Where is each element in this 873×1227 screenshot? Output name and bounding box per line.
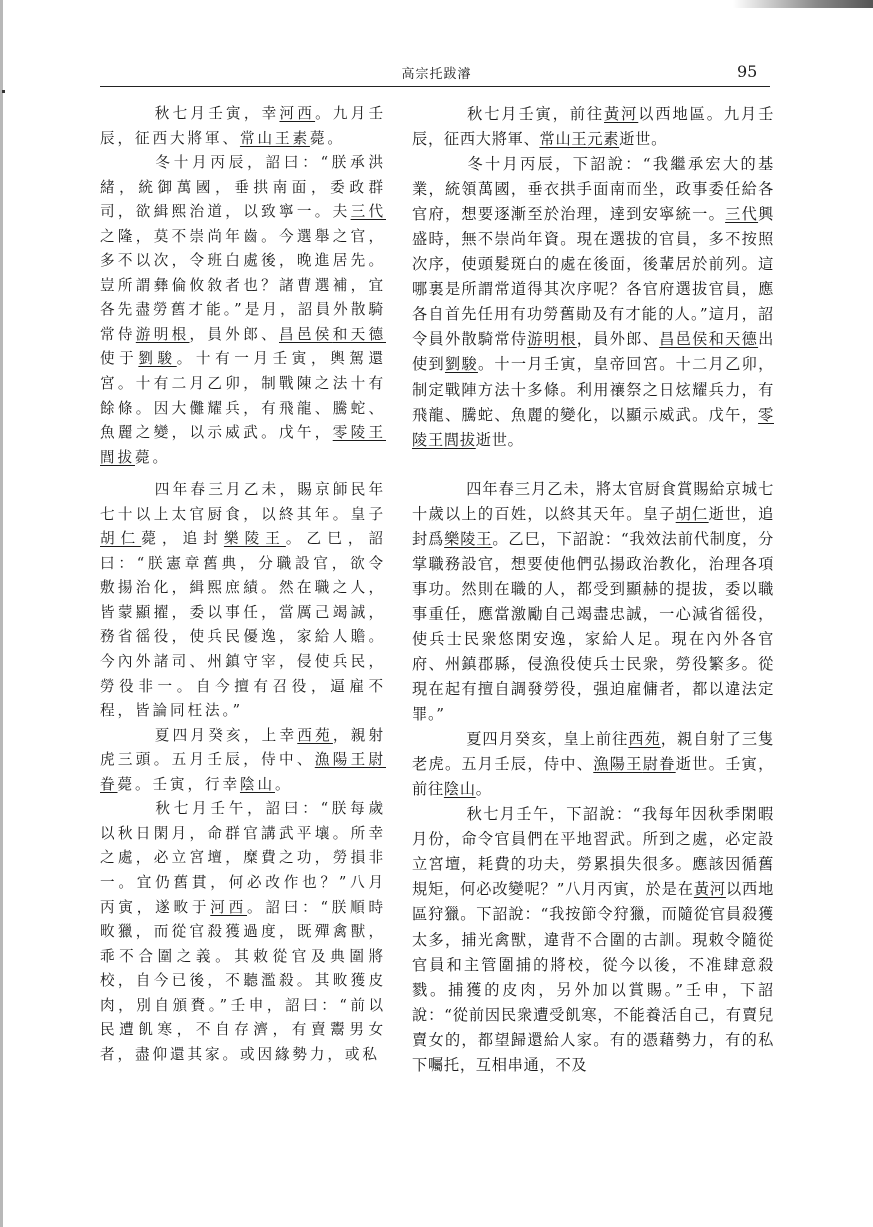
scan-speck: [2, 90, 5, 93]
proper-noun: 游明根: [527, 330, 577, 349]
classical-text-column: [100, 102, 386, 1067]
proper-noun: 河西: [279, 105, 316, 122]
proper-noun: 閭拔: [443, 430, 476, 449]
paragraph-gap: [412, 453, 774, 477]
proper-noun: 漁陽王: [314, 751, 369, 769]
page-number: 95: [737, 62, 758, 81]
paragraph: 秋七月壬寅，前往黃河以西地區。九月壬辰，征西大將軍、常山王元素逝世。: [412, 105, 775, 149]
scan-corner-shadow: [733, 0, 873, 8]
proper-noun: 昌邑侯: [659, 330, 709, 349]
proper-noun: 陰山: [239, 775, 275, 793]
proper-noun: 尉眷: [642, 755, 676, 774]
proper-noun: 游明根: [135, 325, 190, 343]
proper-noun: 劉駿: [138, 350, 177, 368]
proper-noun: 漁陽王: [593, 755, 643, 774]
paragraph: 冬十月丙辰，下詔說：“我繼承宏大的基業，統領萬國，垂衣拱手面南而坐，政事委任給各官府，想要逐漸至於治理，達到安寧統一。三代興盛時，無不崇尚年資。現在選拔的官員，多不按照次序，使頭髮斑白的處在後面，後輩居於前列。這哪裏是所謂常道得其次序呢？各官府選拔官員，應各自首先任用有功勞舊勛及有才能的人。”這月，詔令員外散騎常侍游明根，員外郎、昌邑侯和天德出使到劉駿。十一月壬寅，皇帝回宮。十二月乙卯，制定戰陣方法十多條。利用禳祭之日炫耀兵力，有飛龍、騰蛇、魚麗的變化，以顯示威武。戊午，零陵王閭拔逝世。: [412, 155, 775, 449]
proper-noun: 元素: [587, 130, 620, 149]
proper-noun: 樂陵王: [223, 530, 286, 548]
proper-noun: 零陵王: [412, 405, 774, 449]
scan-edge-shadow: [0, 0, 3, 1227]
translation-text-column: [412, 102, 774, 1078]
proper-noun: 昌邑侯: [279, 325, 333, 343]
paragraph: 秋七月壬午，詔曰：“朕每歲以秋日閑月，命群官講武平壤。所幸之處，必立宮壇，糜費之功，勞損非一。宜仍舊貫，何必改作也？”八月丙寅，遂畋于河西。詔曰：“朕順時畋獵，而從官殺獲過度，既殫禽獸，乖不合圍之義。其敕從官及典圍將校，自今已後，不聽濫殺。其畋獲皮肉，別自頒賚。”壬申，詔曰：“前以民遭飢寒，不自存濟，有賣鬻男女者，盡仰還其家。或因緣勢力，或私: [100, 800, 386, 1063]
proper-noun: 閭拔: [100, 448, 135, 466]
proper-noun: 尉眷: [100, 751, 386, 793]
proper-noun: 樂陵王: [444, 529, 493, 548]
proper-noun: 陰山: [443, 780, 476, 799]
proper-noun: 三代: [350, 203, 386, 221]
proper-noun: 劉駿: [444, 355, 478, 374]
proper-noun: 三代: [725, 205, 759, 224]
paragraph-gap: [100, 470, 386, 478]
proper-noun: 胡仁: [100, 530, 142, 548]
proper-noun: 黃河: [693, 880, 726, 899]
proper-noun: 西苑: [628, 730, 661, 749]
proper-noun: 素: [292, 129, 310, 147]
paragraph: 秋七月壬寅，幸河西。九月壬辰，征西大將軍、常山王素薨。: [100, 105, 386, 147]
proper-noun: 和天德: [332, 325, 386, 343]
paragraph: 四年春三月乙未，賜京師民年七十以上太官厨食，以終其年。皇子胡仁薨，追封樂陵王。乙巳，詔曰：“朕憲章舊典，分職設官，欲令敷揚治化，緝熙庶績。然在職之人，皆蒙顯擢，委以事任，當厲己竭誠，務省徭役，使兵民優逸，家給人贍。今內外諸司、州鎮守宰，侵使兵民，勞役非一。自今擅有召役，逼雇不程，皆論同枉法。”: [100, 481, 386, 720]
running-header-title: 高宗托跋濬: [401, 67, 472, 82]
proper-noun: 零陵王: [332, 424, 386, 442]
paragraph: 秋七月壬午，下詔說：“我每年因秋季閑暇月份，命令官員們在平地習武。所到之處，必定設立宮壇，耗費的功夫，勞累損失很多。應該因循舊規矩，何必改變呢？”八月丙寅，於是在黃河以西地區狩獵。下詔說：“我按節令狩獵，而隨從官員殺獲太多，捕光禽獸，違背不合圍的古訓。現敕令隨從官員和主管圍捕的將校，從今以後，不准肆意殺戮。捕獲的皮肉，另外加以賞賜。”壬申，下詔說：“從前因民衆遭受飢寒，不能養活自己，有賣兒賣女的，都望歸還給人家。有的憑藉勢力，有的私下囑托，互相串通，不及: [412, 805, 775, 1074]
proper-noun: 和天德: [708, 330, 759, 349]
paragraph: 夏四月癸亥，皇上前往西苑，親自射了三隻老虎。五月壬辰，侍中、漁陽王尉眷逝世。壬寅，前往陰山。: [412, 730, 775, 799]
proper-noun: 西苑: [297, 726, 333, 744]
paragraph: 四年春三月乙未，將太官厨食賞賜給京城七十歲以上的百姓，以終其天年。皇子胡仁逝世，追封爲樂陵王。乙巳，下詔說：“我效法前代制度，分掌職務設官，想要使他們弘揚政治教化，治理各項事功。然則在職的人，都受到顯赫的提拔，委以職事重任，應當激勵自己竭盡忠誠，一心減省徭役，使兵士民衆悠閑安逸，家給人足。現在內外各官府、州鎮郡縣，侵漁役使兵士民衆，勞役繁多。從現在起有擅自調發勞役，强迫雇傭者，都以違法定罪。”: [412, 479, 775, 724]
proper-noun: 黃河: [604, 105, 639, 123]
paragraph: 夏四月癸亥，上幸西苑，親射虎三頭。五月壬辰，侍中、漁陽王尉眷薨。壬寅，行幸陰山。: [100, 726, 386, 793]
proper-noun: 胡仁: [675, 504, 709, 523]
paragraph: 冬十月丙辰，詔曰：“朕承洪緒，統御萬國，垂拱南面，委政群司，欲緝熙治道，以致寧一。夫三代之隆，莫不崇尚年齒。今選舉之官，多不以次，令班白處後，晚進居先。豈所謂彝倫攸敘者也？諸曹選補，宜各先盡勞舊才能。”是月，詔員外散騎常侍游明根，員外郎、昌邑侯和天德使于劉駿。十有一月壬寅，輿駕還宮。十有二月乙卯，制戰陳之法十有餘條。因大儺耀兵，有飛龍、騰蛇、魚麗之變，以示威武。戊午，零陵王閭拔薨。: [100, 154, 386, 466]
proper-noun: 常山王: [539, 130, 588, 149]
header-rule: [100, 86, 770, 87]
proper-noun: 河西: [210, 898, 247, 916]
proper-noun: 常山王: [239, 129, 293, 147]
